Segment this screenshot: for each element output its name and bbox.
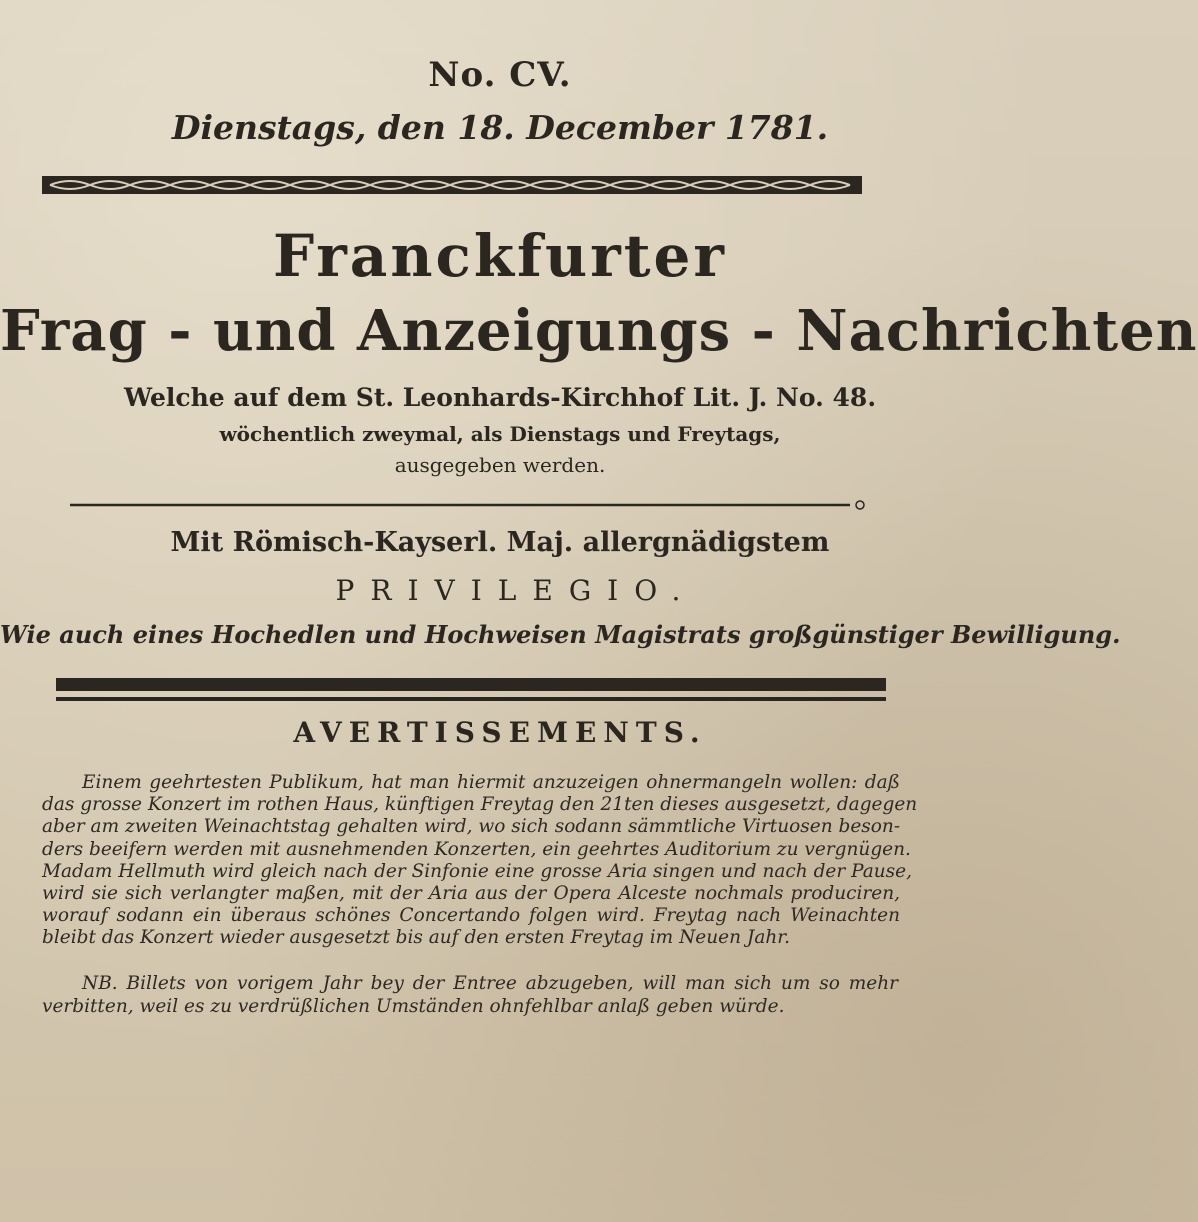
paragraph-line: ders beeifern werden mit ausnehmenden Konzerten, ein geehrtes Auditorium zu vergnügen.: [42, 838, 911, 860]
paragraph-line: Madam Hellmuth wird gleich nach der Sinfonie eine grosse Aria singen und nach der Pause,: [42, 860, 912, 882]
nota-bene-note: [42, 972, 898, 1018]
thick-divider-rule: [56, 676, 886, 708]
issue-date: Dienstags, den 18. December 1781.: [171, 108, 829, 147]
note-line: NB. Billets von vorigem Jahr bey der Entree abzugeben, will man sich um so mehr: [82, 973, 898, 994]
publication-issued: ausgegeben werden.: [394, 453, 606, 477]
privilege-heading: PRIVILEGIO.: [335, 574, 697, 607]
privilege-line-3: Wie auch eines Hochedlen und Hochweisen Magistrats großgünstiger Bewilligung.: [0, 620, 1121, 649]
section-heading: AVERTISSEMENTS.: [293, 716, 707, 749]
paragraph-line: wird sie sich verlangter maßen, mit der Aria aus der Opera Alceste nochmals produciren,: [42, 883, 900, 905]
paragraph-line: das grosse Konzert im rothen Haus, künftigen Freytag den 21ten dieses ausgesetzt, dagegen: [42, 794, 918, 816]
masthead-title-line-1: Franckfurter: [273, 222, 727, 290]
thin-divider-rule: [70, 500, 870, 510]
paragraph-line: bleibt das Konzert wieder ausgesetzt bis auf den ersten Freytag im Neuen Jahr.: [42, 927, 790, 949]
issue-number: No. CV.: [428, 55, 572, 95]
advertisement-paragraph: [42, 772, 918, 950]
privilege-line-1: Mit Römisch-Kayserl. Maj. allergnädigstem: [170, 527, 830, 558]
decorative-border-rule: [42, 174, 862, 196]
paragraph-line: worauf sodann ein überaus schönes Concertando folgen wird. Freytag nach Weinachten: [42, 905, 900, 927]
publication-address: Welche auf dem St. Leonhards-Kirchhof Lit. J. No. 48.: [123, 383, 877, 412]
paragraph-line: aber am zweiten Weinachtstag gehalten wird, wo sich sodann sämmtliche Virtuosen beson-: [42, 816, 901, 838]
publication-frequency: wöchentlich zweymal, als Dienstags und Freytags,: [219, 422, 781, 446]
paragraph-line: Einem geehrtesten Publikum, hat man hiermit anzuzeigen ohnermangeln wollen: daß: [82, 772, 900, 793]
masthead-title-line-2: Frag - und Anzeigungs - Nachrichten: [0, 298, 1198, 364]
note-line: verbitten, weil es zu verdrüßlichen Umständen ohnfehlbar anlaß geben würde.: [42, 996, 785, 1017]
